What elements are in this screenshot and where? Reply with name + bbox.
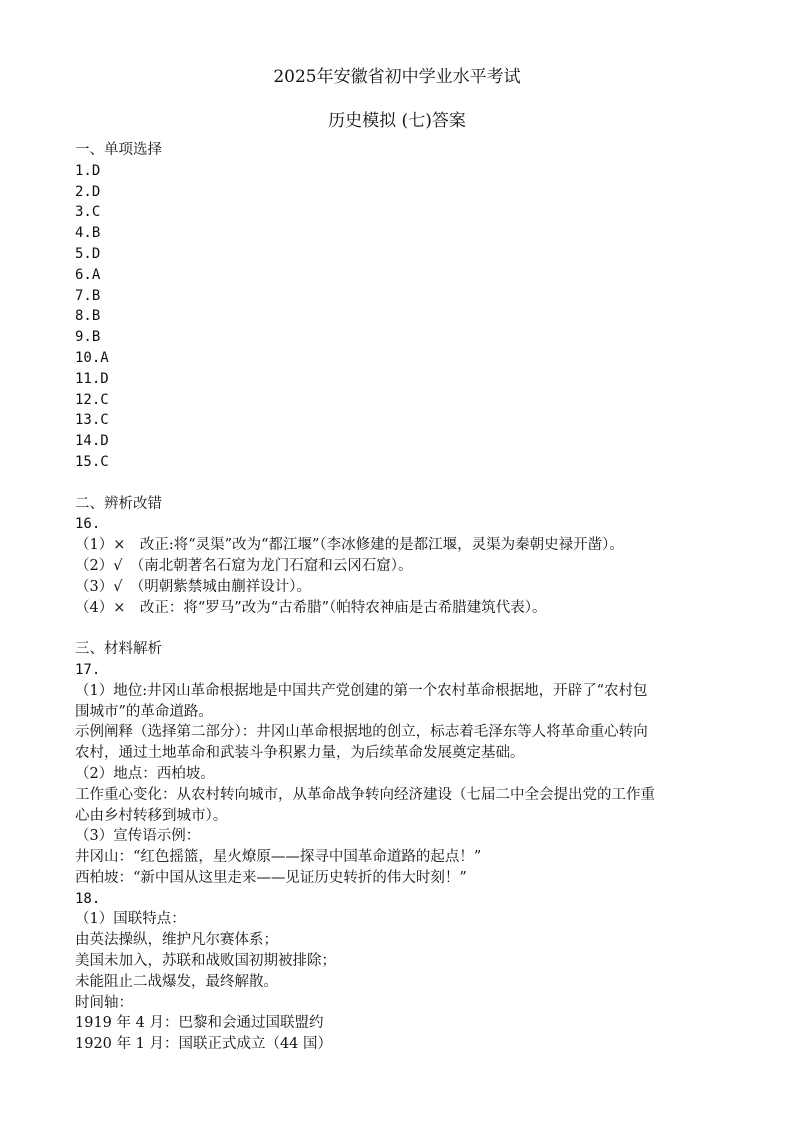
answer-line: （1）国联特点： xyxy=(75,911,186,928)
answer-item: 7.B xyxy=(75,287,101,304)
correction-item: （2）√ （南北朝著名石窟为龙门石窟和云冈石窟）。 xyxy=(75,557,413,574)
answer-line: 围城市”的革命道路。 xyxy=(75,703,213,720)
question-number: 16. xyxy=(75,516,101,533)
answer-line: （2）地点：西柏坡。 xyxy=(75,765,215,782)
answer-line: 心由乡村转移到城市）。 xyxy=(75,807,228,824)
answer-line: 农村，通过土地革命和武装斗争积累力量，为后续革命发展奠定基础。 xyxy=(75,745,525,762)
answer-item: 14.D xyxy=(75,433,109,450)
section-heading-material-analysis: 三、材料解析 xyxy=(75,641,162,658)
answer-item: 3.C xyxy=(75,204,101,221)
answer-line: （1）地位:井冈山革命根据地是中国共产党创建的第一个农村革命根据地，开辟了“农村包 xyxy=(75,682,648,699)
document-title: 2025年安徽省初中学业水平考试 xyxy=(273,67,521,87)
answer-item: 8.B xyxy=(75,308,101,325)
correction-item: （3）√ （明朝紫禁城由蒯祥设计）。 xyxy=(75,578,311,595)
section-heading-correction: 二、辨析改错 xyxy=(75,495,162,512)
answer-item: 6.A xyxy=(75,266,101,283)
answer-item: 15.C xyxy=(75,453,109,470)
answer-line: （3）宣传语示例： xyxy=(75,828,201,845)
spacer xyxy=(75,473,755,494)
answer-line: 未能阻止二战爆发，最终解散。 xyxy=(75,973,278,990)
question-number: 18. xyxy=(75,890,101,907)
answer-content xyxy=(75,140,755,1055)
answer-item: 12.C xyxy=(75,391,109,408)
answer-item: 9.B xyxy=(75,329,101,346)
timeline-entry: 1920 年 1 月：国联正式成立（44 国） xyxy=(75,1036,333,1053)
answer-item: 4.B xyxy=(75,225,101,242)
answer-line: 时间轴： xyxy=(75,994,133,1011)
correction-item: （1）× 改正:将“灵渠”改为“都江堰”（李冰修建的是都江堰，灵渠为秦朝史禄开凿）。 xyxy=(75,537,624,554)
answer-item: 5.D xyxy=(75,245,101,262)
timeline-entry: 1919 年 4 月：巴黎和会通过国联盟约 xyxy=(75,1015,324,1032)
answer-line: 示例阐释（选择第二部分）：井冈山革命根据地的创立，标志着毛泽东等人将革命重心转向 xyxy=(75,724,648,741)
answer-item: 2.D xyxy=(75,183,101,200)
question-number: 17. xyxy=(75,661,101,678)
answer-item: 13.C xyxy=(75,412,109,429)
spacer xyxy=(75,618,755,639)
correction-item: （4）× 改正：将“罗马”改为“古希腊”（帕特农神庙是古希腊建筑代表）。 xyxy=(75,599,547,616)
answer-line: 美国未加入，苏联和战败国初期被排除； xyxy=(75,953,336,970)
answer-line: 井冈山：“红色摇篮，星火燎原——探寻中国革命道路的起点！” xyxy=(75,849,482,866)
answer-item: 1.D xyxy=(75,162,101,179)
answer-item: 11.D xyxy=(75,370,109,387)
answer-line: 西柏坡：“新中国从这里走来——见证历史转折的伟大时刻！” xyxy=(75,869,467,886)
answer-line: 由英法操纵，维护凡尔赛体系； xyxy=(75,932,278,949)
answer-item: 10.A xyxy=(75,349,109,366)
answer-line: 工作重心变化：从农村转向城市，从革命战争转向经济建设（七届二中全会提出党的工作重 xyxy=(75,786,655,803)
section-heading-single-choice: 一、单项选择 xyxy=(75,142,162,158)
document-subtitle: 历史模拟 (七)答案 xyxy=(328,111,466,131)
